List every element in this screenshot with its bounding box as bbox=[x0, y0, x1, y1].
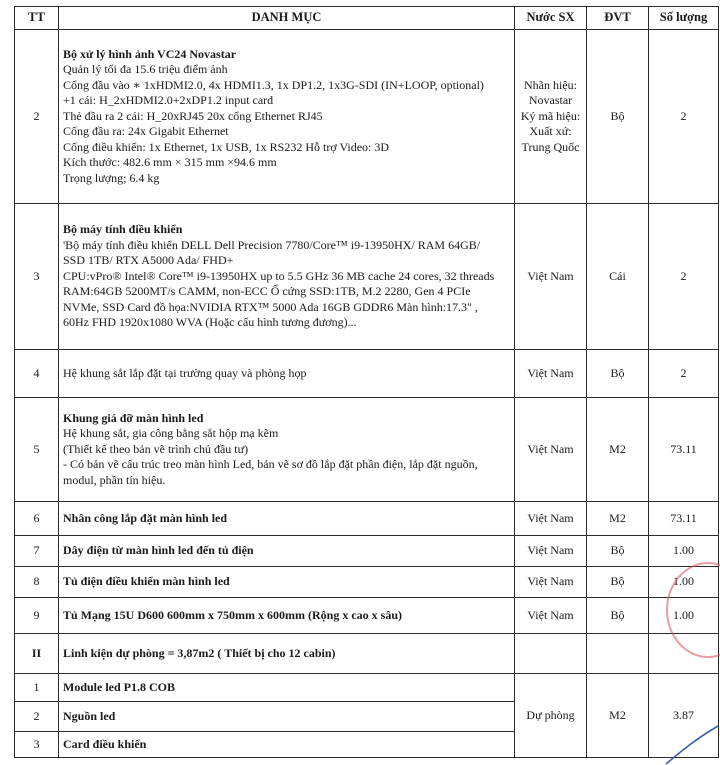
table-row bbox=[15, 598, 719, 634]
origin-line: Trung Quốc bbox=[521, 139, 580, 154]
equipment-table bbox=[14, 6, 719, 758]
section-row bbox=[15, 634, 719, 674]
spare-unit: M2 bbox=[587, 674, 649, 758]
row-description bbox=[59, 350, 515, 398]
row-title: Khung giá đỡ màn hình led bbox=[63, 410, 204, 425]
row-title: Dây điện từ màn hình led đến tủ điện bbox=[59, 536, 515, 567]
row-unit: M2 bbox=[587, 502, 649, 536]
row-detail-line: CPU:vPro® Intel® Core™ i9-13950HX up to 5.5 GHz 36 MB cache 24 cores, 32 threads bbox=[63, 268, 495, 283]
row-title: Module led P1.8 COB bbox=[59, 674, 515, 702]
header-category: DANH MỤC bbox=[59, 7, 515, 30]
row-qty: 73.11 bbox=[649, 502, 719, 536]
origin-line: Nhãn hiệu: bbox=[524, 77, 577, 92]
row-unit: M2 bbox=[587, 398, 649, 502]
spare-origin: Dự phòng bbox=[515, 674, 587, 758]
row-qty: 2 bbox=[649, 204, 719, 350]
row-unit: Bộ bbox=[587, 350, 649, 398]
row-tt: 5 bbox=[15, 398, 59, 502]
row-detail-line: +1 cái: H_2xHDMI2.0+2xDP1.2 input card bbox=[63, 93, 274, 108]
row-unit: Bộ bbox=[587, 567, 649, 598]
row-detail-line: Kích thước: 482.6 mm × 315 mm ×94.6 mm bbox=[63, 155, 277, 170]
row-detail-line: Thẻ đầu ra 2 cái: H_20xRJ45 20x cổng Ethernet RJ45 bbox=[63, 108, 323, 123]
row-detail-line: 60Hz FHD 1920x1080 WVA (Hoặc cấu hình tương đương)... bbox=[63, 315, 357, 330]
table-row bbox=[15, 567, 719, 598]
row-detail-line: Cổng điều khiển: 1x Ethernet, 1x USB, 1x RS232 Hỗ trợ Video: 3D bbox=[63, 139, 390, 154]
table-row bbox=[15, 502, 719, 536]
row-detail-line: Cổng đầu vào ∗ 1xHDMI2.0, 4x HDMI1.3, 1x DP1.2, 1x3G-SDI (IN+LOOP, optional) bbox=[63, 77, 484, 92]
row-qty: 1.00 bbox=[649, 536, 719, 567]
row-qty: 73.11 bbox=[649, 398, 719, 502]
row-qty: 1.00 bbox=[649, 598, 719, 634]
section-title: Linh kiện dự phòng = 3,87m2 ( Thiết bị cho 12 cabin) bbox=[59, 634, 515, 674]
spare-qty: 3.87 bbox=[649, 674, 719, 758]
row-detail-line: (Thiết kế theo bản vẽ trình chủ đầu tư) bbox=[63, 441, 249, 456]
row-detail-line: Quản lý tối đa 15.6 triệu điểm ảnh bbox=[63, 62, 228, 77]
header-qty: Số lượng bbox=[649, 7, 719, 30]
row-detail-line: Cổng đầu ra: 24x Gigabit Ethernet bbox=[63, 124, 229, 139]
row-tt: 6 bbox=[15, 502, 59, 536]
empty-cell bbox=[649, 634, 719, 674]
table-row bbox=[15, 204, 719, 350]
row-detail-line: Trọng lượng; 6.4 kg bbox=[63, 170, 160, 185]
row-unit: Bộ bbox=[587, 536, 649, 567]
row-origin bbox=[515, 30, 587, 204]
row-tt: 3 bbox=[15, 732, 59, 758]
row-title: Nhân công lắp đặt màn hình led bbox=[59, 502, 515, 536]
table-row bbox=[15, 30, 719, 204]
row-description bbox=[59, 30, 515, 204]
row-detail-line: - Có bản vẽ cấu trúc treo màn hình Led, bản vẽ sơ đồ lắp đặt phần điện, lắp đặt nguồn, bbox=[63, 457, 478, 472]
row-description bbox=[59, 204, 515, 350]
row-detail-line: NVMe, SSD Card đồ họa:NVIDIA RTX™ 5000 Ada 16GB GDDR6 Màn hình:17.3" , bbox=[63, 299, 478, 314]
row-unit: Bộ bbox=[587, 598, 649, 634]
row-title: Tủ điện điều khiển màn hình led bbox=[59, 567, 515, 598]
row-tt: II bbox=[15, 634, 59, 674]
row-tt: 2 bbox=[15, 702, 59, 732]
origin-line: Xuất xứ: bbox=[529, 124, 572, 139]
row-unit: Cái bbox=[587, 204, 649, 350]
row-origin: Việt Nam bbox=[515, 204, 587, 350]
header-tt: TT bbox=[15, 7, 59, 30]
row-title: Bộ máy tính điều khiển bbox=[63, 222, 183, 237]
row-tt: 7 bbox=[15, 536, 59, 567]
header-unit: ĐVT bbox=[587, 7, 649, 30]
table-header-row bbox=[15, 7, 719, 30]
row-detail-line: SSD 1TB/ RTX A5000 Ada/ FHD+ bbox=[63, 253, 234, 268]
table-row bbox=[15, 350, 719, 398]
row-origin: Việt Nam bbox=[515, 350, 587, 398]
row-tt: 4 bbox=[15, 350, 59, 398]
row-qty: 2 bbox=[649, 350, 719, 398]
origin-line: Ký mã hiệu: bbox=[520, 108, 581, 123]
row-origin: Việt Nam bbox=[515, 398, 587, 502]
row-title: Card điều khiển bbox=[59, 732, 515, 758]
row-origin: Việt Nam bbox=[515, 567, 587, 598]
header-origin: Nước SX bbox=[515, 7, 587, 30]
origin-line: Novastar bbox=[528, 93, 573, 108]
row-title: Nguồn led bbox=[59, 702, 515, 732]
table-row bbox=[15, 398, 719, 502]
table-row bbox=[15, 674, 719, 702]
row-unit: Bộ bbox=[587, 30, 649, 204]
row-qty: 2 bbox=[649, 30, 719, 204]
row-origin: Việt Nam bbox=[515, 598, 587, 634]
row-tt: 2 bbox=[15, 30, 59, 204]
row-detail-line: 'Bộ máy tính điều khiển DELL Dell Precision 7780/Core™ i9-13950HX/ RAM 64GB/ bbox=[63, 237, 481, 252]
table-row bbox=[15, 536, 719, 567]
row-tt: 1 bbox=[15, 674, 59, 702]
empty-cell bbox=[587, 634, 649, 674]
row-detail-line: Hệ khung sắt, gia công bằng sắt hộp mạ kẽm bbox=[63, 426, 279, 441]
row-title: Hệ khung sắt lắp đặt tại trường quay và phòng họp bbox=[63, 365, 307, 380]
row-detail-line: modul, phần tín hiệu. bbox=[63, 472, 166, 487]
row-tt: 8 bbox=[15, 567, 59, 598]
row-qty: 1.00 bbox=[649, 567, 719, 598]
row-title: Tủ Mạng 15U D600 600mm x 750mm x 600mm (Rộng x cao x sâu) bbox=[59, 598, 515, 634]
row-title: Bộ xử lý hình ảnh VC24 Novastar bbox=[63, 46, 237, 61]
row-detail-line: RAM:64GB 5200MT/s CAMM, non-ECC Ổ cứng SSD:1TB, M.2 2280, Gen 4 PCIe bbox=[63, 284, 471, 299]
empty-cell bbox=[515, 634, 587, 674]
row-tt: 3 bbox=[15, 204, 59, 350]
row-origin: Việt Nam bbox=[515, 502, 587, 536]
row-description bbox=[59, 398, 515, 502]
row-origin: Việt Nam bbox=[515, 536, 587, 567]
row-tt: 9 bbox=[15, 598, 59, 634]
